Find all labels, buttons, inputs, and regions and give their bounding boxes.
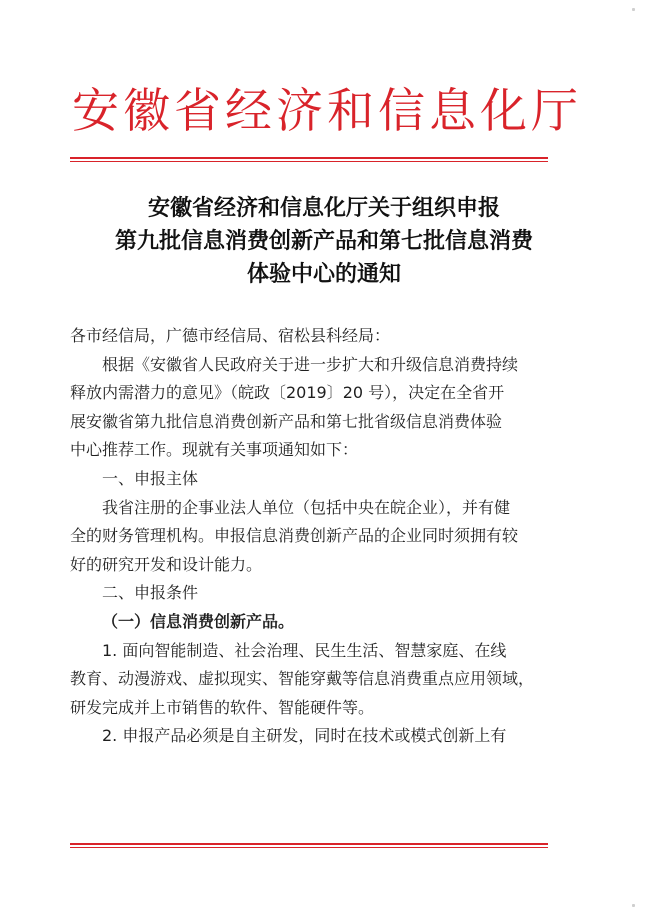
paragraph-line: 释放内需潜力的意见》（皖政〔2019〕20 号），决定在全省开 [70,383,505,403]
title-line: 安徽省经济和信息化厅关于组织申报 [147,196,500,221]
paragraph-line: 展安徽省第九批信息消费创新产品和第七批省级信息消费体验 [70,411,503,431]
footer-divider-thin [70,847,548,848]
paragraph-line: 根据《安徽省人民政府关于进一步扩大和升级信息消费持续 [102,354,519,374]
list-item-line: 教育、动漫游戏、虚拟现实、智能穿戴等信息消费重点应用领域， [70,669,535,689]
scan-artifact [632,8,635,11]
subsection-heading: （一）信息消费创新产品。 [102,611,295,631]
footer-divider [70,843,548,845]
title-line: 第九批信息消费创新产品和第七批信息消费 [114,229,533,254]
section-heading: 二、申报条件 [102,583,199,603]
section-heading: 一、申报主体 [102,468,199,488]
addressee: 各市经信局，广德市经信局、宿松县科经局： [70,326,391,345]
title-line: 体验中心的通知 [246,262,401,287]
scan-artifact [632,904,635,907]
paragraph-line: 中心推荐工作。现就有关事项通知如下： [70,440,359,460]
list-item-line: 1. 面向智能制造、社会治理、民生生活、智慧家庭、在线 [102,640,507,660]
paragraph-line: 好的研究开发和设计能力。 [70,554,263,574]
letterhead-divider-thin [70,161,548,162]
list-item-line: 研发完成并上市销售的软件、智能硬件等。 [70,697,375,717]
paragraph-line: 全的财务管理机构。申报信息消费创新产品的企业同时须拥有较 [70,526,519,546]
document-body [70,322,580,751]
letterhead-divider [70,157,548,159]
paragraph-line: 我省注册的企事业法人单位（包括中央在皖企业），并有健 [102,497,511,517]
list-item-line: 2. 申报产品必须是自主研发，同时在技术或模式创新上有 [102,726,507,746]
document-title [70,192,578,291]
org-letterhead: 安徽省经济和信息化厅 [72,84,582,139]
